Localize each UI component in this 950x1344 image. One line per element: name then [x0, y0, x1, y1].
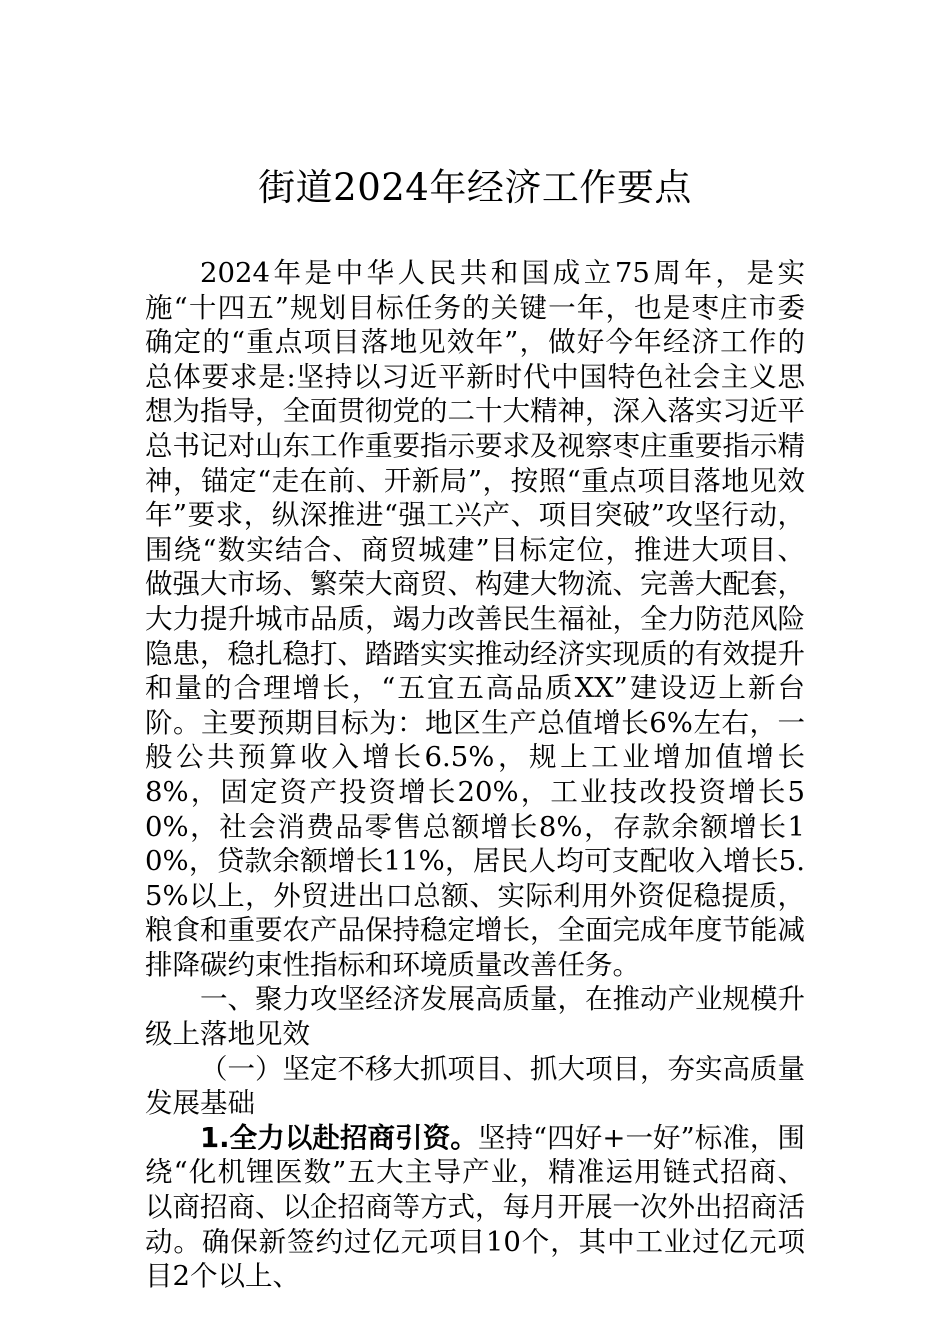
item-1-lead: 1.全力以赴招商引资。	[200, 1121, 478, 1154]
document-title: 街道2024年经济工作要点	[258, 166, 692, 209]
item-1-text: 坚持“四好+一好”标准，围绕“化机锂医数”五大主导产业，精准运用链式招商、以商招商、以企招商等方式，每月开展一次外出招商活动。确保新签约过亿元项目10个，其中工业过亿元项目2个以上、	[145, 1121, 805, 1293]
document-body	[145, 256, 805, 1294]
intro-paragraph: 2024年是中华人民共和国成立75周年，是实施“十四五”规划目标任务的关键一年，也是枣庄市委确定的“重点项目落地见效年”，做好今年经济工作的总体要求是:坚持以习近平新时代中国特色社会主义思想为指导，全面贯彻党的二十大精神，深入落实习近平总书记对山东工作重要指示要求及视察枣庄重要指示精神，锚定“走在前、开新局”，按照“重点项目落地见效年”要求，纵深推进“强工兴产、项目突破”攻坚行动，围绕“数实结合、商贸城建”目标定位，推进大项目、做强大市场、繁荣大商贸、构建大物流、完善大配套，大力提升城市品质，竭力改善民生福祉，全力防范风险隐患，稳扎稳打、踏踏实实推动经济实现质的有效提升和量的合理增长，“五宜五高品质XX”建设迈上新台阶。主要预期目标为：地区生产总值增长6%左右，一般公共预算收入增长6.5%，规上工业增加值增长8%，固定资产投资增长20%，工业技改投资增长50%，社会消费品零售总额增长8%，存款余额增长10%，贷款余额增长11%，居民人均可支配收入增长5.5%以上，外贸进出口总额、实际利用外资促稳提质，粮食和重要农产品保持稳定增长，全面完成年度节能减排降碳约束性指标和环境质量改善任务。	[145, 257, 805, 981]
item-paragraph-1	[145, 1121, 805, 1294]
section-heading-1: 一、聚力攻坚经济发展高质量，在推动产业规模升级上落地见效	[145, 983, 805, 1051]
subsection-heading-1: （一）坚定不移大抓项目、抓大项目，夯实高质量发展基础	[145, 1052, 805, 1120]
